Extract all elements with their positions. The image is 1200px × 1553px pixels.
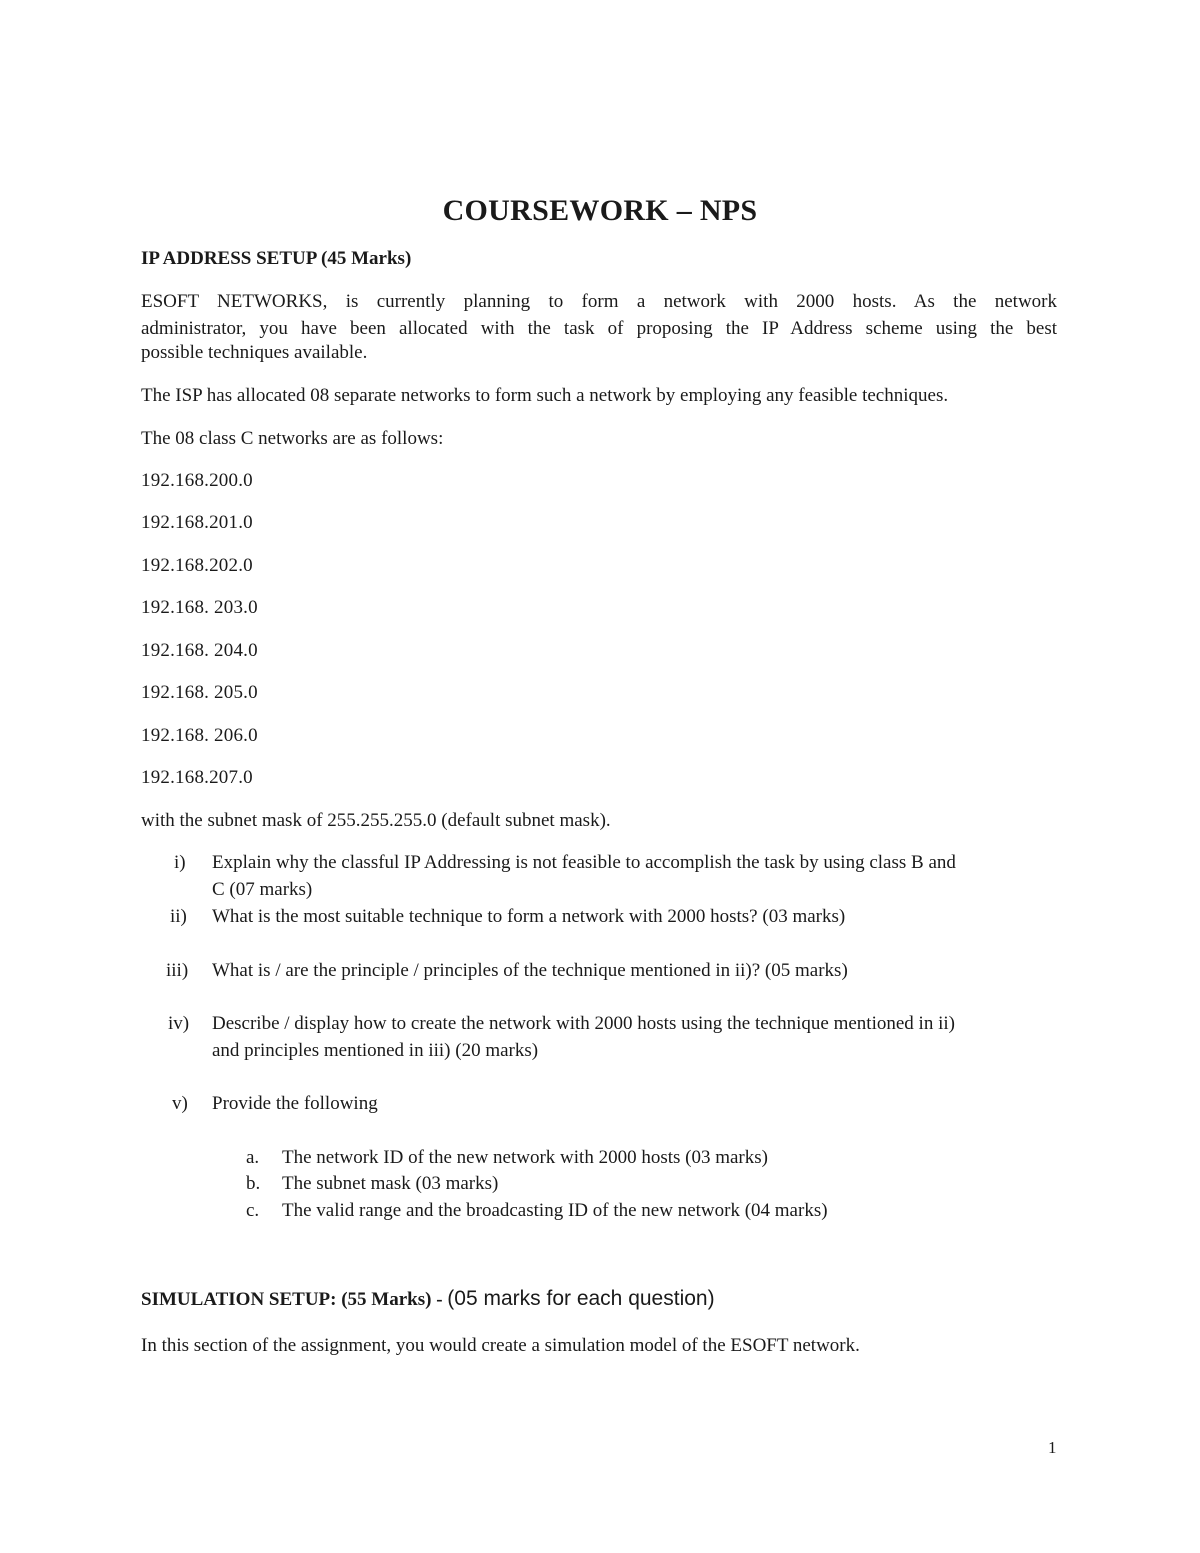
network-address: 192.168.200.0 [141, 470, 253, 491]
network-address: 192.168.207.0 [141, 767, 253, 788]
section-heading-ip-address-setup: IP ADDRESS SETUP (45 Marks) [141, 248, 412, 269]
intro-paragraph-line-3: possible techniques available. [141, 342, 368, 363]
question-text-continued: and principles mentioned in iii) (20 marks) [212, 1040, 539, 1061]
simulation-intro-text: In this section of the assignment, you would create a simulation model of the ESOFT network. [141, 1335, 860, 1356]
section-heading-simulation-setup [141, 1287, 715, 1311]
question-number: v) [172, 1093, 188, 1114]
question-text: Explain why the classful IP Addressing is not feasible to accomplish the task by using class B and [212, 852, 956, 873]
section-heading-text: SIMULATION SETUP: (55 Marks) - [141, 1289, 443, 1310]
question-text: What is the most suitable technique to form a network with 2000 hosts? (03 marks) [212, 906, 846, 927]
isp-allocation-text: The ISP has allocated 08 separate networks to form such a network by employing any feasible techniques. [141, 385, 949, 406]
question-text: What is / are the principle / principles of the technique mentioned in ii)? (05 marks) [212, 960, 848, 981]
question-number: ii) [170, 906, 187, 927]
sub-item-text: The subnet mask (03 marks) [282, 1173, 499, 1194]
marks-note: (05 marks for each question) [447, 1287, 715, 1310]
network-address: 192.168. 204.0 [141, 640, 258, 661]
sub-item-label: b. [246, 1173, 261, 1194]
intro-paragraph-line-2: administrator, you have been allocated with the task of proposing the IP Address scheme using the best [141, 318, 1057, 339]
subnet-mask-text: with the subnet mask of 255.255.255.0 (default subnet mask). [141, 810, 611, 831]
question-text-continued: C (07 marks) [212, 879, 313, 900]
network-address: 192.168.201.0 [141, 512, 253, 533]
sub-item-text: The valid range and the broadcasting ID of the new network (04 marks) [282, 1200, 828, 1221]
question-number: iii) [166, 960, 189, 981]
sub-item-text: The network ID of the new network with 2000 hosts (03 marks) [282, 1147, 768, 1168]
intro-paragraph-line-1: ESOFT NETWORKS, is currently planning to form a network with 2000 hosts. As the network [141, 291, 1057, 312]
question-text: Describe / display how to create the network with 2000 hosts using the technique mentioned in ii) [212, 1013, 955, 1034]
page-number: 1 [1048, 1438, 1057, 1457]
sub-item-label: a. [246, 1147, 260, 1168]
class-c-networks-text: The 08 class C networks are as follows: [141, 428, 444, 449]
question-number: iv) [168, 1013, 190, 1034]
question-number: i) [174, 852, 186, 873]
network-address: 192.168. 205.0 [141, 682, 258, 703]
sub-item-label: c. [246, 1200, 260, 1221]
network-address: 192.168.202.0 [141, 555, 253, 576]
network-address: 192.168. 203.0 [141, 597, 258, 618]
network-address: 192.168. 206.0 [141, 725, 258, 746]
question-text: Provide the following [212, 1093, 378, 1114]
document-title: COURSEWORK – NPS [442, 194, 758, 227]
